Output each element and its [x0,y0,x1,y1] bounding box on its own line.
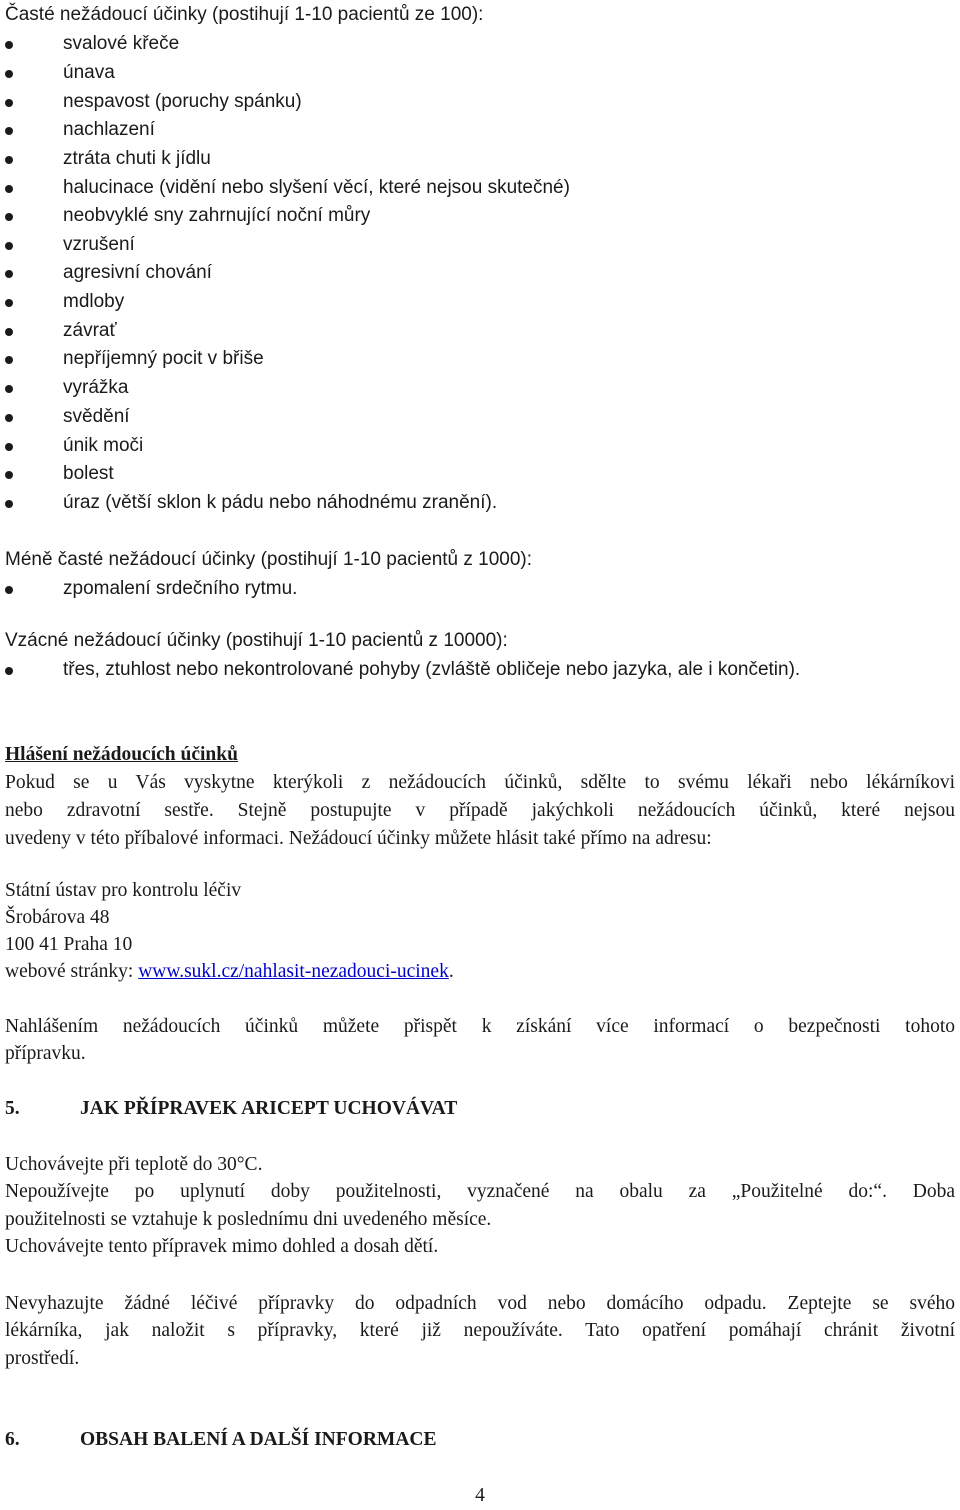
section-title: OBSAH BALENÍ A DALŠÍ INFORMACE [80,1429,437,1450]
page-number: 4 [475,1485,485,1506]
section-title: JAK PŘÍPRAVEK ARICEPT UCHOVÁVAT [80,1098,458,1119]
website-suffix: . [448,961,454,982]
bullet-icon [5,99,13,107]
bullet-icon [5,270,13,278]
uncommon-effects-heading: Méně časté nežádoucí účinky (postihují 1-10 pacientů z 1000): [5,549,533,570]
section-number: 5. [5,1098,20,1119]
reporting-closing-line: Nahlášením nežádoucích účinků můžete přispět k získání více informací o bezpečnosti tohoto [5,1016,955,1037]
website-label: webové stránky: [5,961,139,982]
bullet-icon [5,299,13,307]
storage-line: Uchovávejte při teplotě do 30°C. [5,1154,263,1175]
bullet-icon [5,356,13,364]
rare-effects-heading: Vzácné nežádoucí účinky (postihují 1-10 pacientů z 10000): [5,630,508,651]
reporting-paragraph-line: nebo zdravotní sestře. Stejně postupujte v případě jakýchkoli nežádoucích účinků, které nejsou [5,800,955,821]
bullet-icon [5,213,13,221]
bullet-icon [5,70,13,78]
bullet-icon [5,414,13,422]
disposal-line: Nevyhazujte žádné léčivé přípravky do odpadních vod nebo domácího odpadu. Zeptejte se svého [5,1293,955,1314]
disposal-line: prostředí. [5,1348,80,1369]
bullet-icon [5,185,13,193]
reporting-paragraph-line: Pokud se u Vás vyskytne kterýkoli z nežádoucích účinků, sdělte to svému lékaři nebo lékárníkovi [5,772,955,793]
storage-line: Uchovávejte tento přípravek mimo dohled a dosah dětí. [5,1236,439,1257]
address-line: 100 41 Praha 10 [5,934,133,955]
bullet-icon [5,242,13,250]
address-line: Státní ústav pro kontrolu léčiv [5,880,242,901]
reporting-closing-line: přípravku. [5,1043,86,1064]
reporting-title: Hlášení nežádoucích účinků [5,744,238,765]
bullet-icon [5,127,13,135]
storage-line: Nepoužívejte po uplynutí doby použitelnosti, vyznačené na obalu za „Použitelné do:“. Doba [5,1181,955,1202]
bullet-icon [5,667,13,675]
bullet-icon [5,586,13,594]
website-line [5,958,454,986]
address-line: Šrobárova 48 [5,907,110,928]
common-effects-heading: Časté nežádoucí účinky (postihují 1-10 pacientů ze 100): [5,4,484,25]
bullet-icon [5,443,13,451]
bullet-icon [5,500,13,508]
bullet-icon [5,385,13,393]
storage-line: použitelnosti se vztahuje k poslednímu dni uvedeného měsíce. [5,1209,492,1230]
bullet-icon [5,41,13,49]
disposal-line: lékárníka, jak naložit s přípravky, které již nepoužíváte. Tato opatření pomáhají chránit životní [5,1320,955,1341]
website-link[interactable]: www.sukl.cz/nahlasit-nezadouci-ucinek [138,961,449,982]
reporting-paragraph-line: uvedeny v této příbalové informaci. Nežádoucí účinky můžete hlásit také přímo na adresu: [5,828,712,849]
bullet-icon [5,471,13,479]
section-number: 6. [5,1429,20,1450]
bullet-icon [5,328,13,336]
bullet-icon [5,156,13,164]
